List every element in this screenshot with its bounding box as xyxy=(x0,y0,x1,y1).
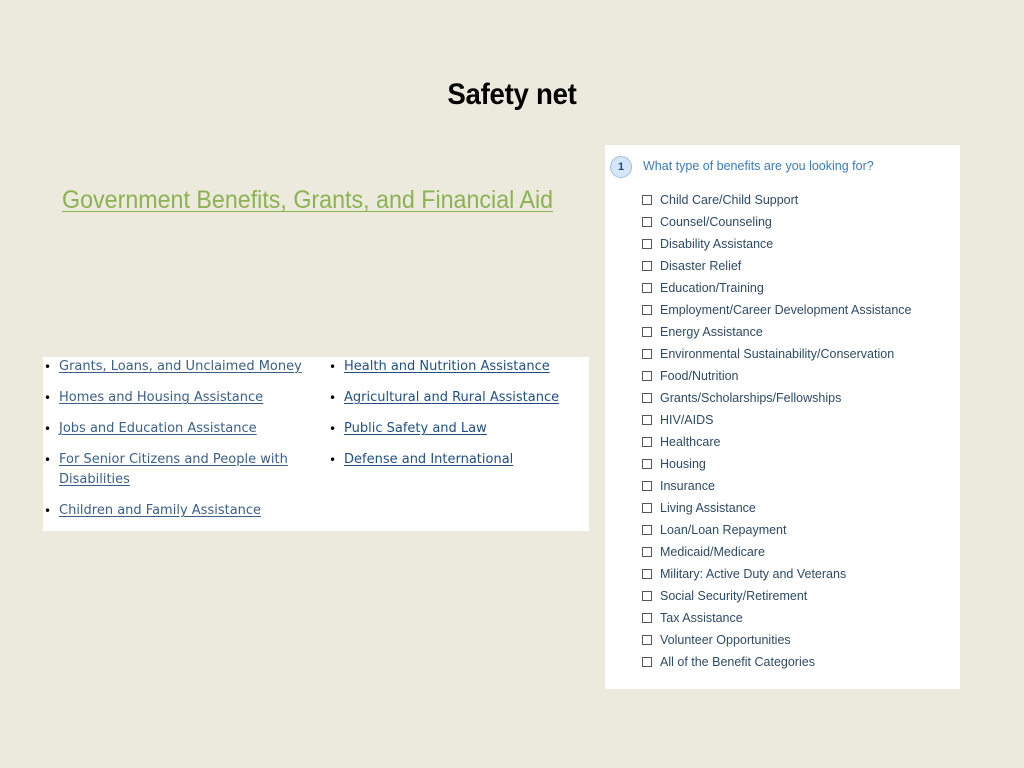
checkbox[interactable] xyxy=(642,525,652,535)
benefit-option[interactable] xyxy=(642,519,912,541)
checkbox[interactable] xyxy=(642,591,652,601)
category-link-public-safety[interactable]: Public Safety and Law xyxy=(344,421,487,436)
bullet-icon: • xyxy=(329,422,337,436)
category-link-agricultural[interactable]: Agricultural and Rural Assistance xyxy=(344,390,560,405)
benefit-option-label: Energy Assistance xyxy=(660,325,763,339)
category-link-housing[interactable]: Homes and Housing Assistance xyxy=(59,390,264,405)
categories-column-right xyxy=(328,357,588,470)
benefit-option-label: Food/Nutrition xyxy=(660,369,739,383)
bullet-icon: • xyxy=(44,453,52,467)
checkbox[interactable] xyxy=(642,415,652,425)
list-item xyxy=(43,357,323,377)
benefit-option[interactable] xyxy=(642,409,912,431)
category-link-health[interactable]: Health and Nutrition Assistance xyxy=(344,359,550,374)
bullet-icon: • xyxy=(329,453,337,467)
checkbox[interactable] xyxy=(642,569,652,579)
benefit-option-label: Military: Active Duty and Veterans xyxy=(660,567,847,581)
bullet-icon: • xyxy=(44,360,52,374)
checkbox[interactable] xyxy=(642,657,652,667)
question-label: What type of benefits are you looking for? xyxy=(643,159,874,173)
checkbox[interactable] xyxy=(642,503,652,513)
benefit-option-label: Grants/Scholarships/Fellowships xyxy=(660,391,842,405)
category-link-jobs[interactable]: Jobs and Education Assistance xyxy=(59,421,257,436)
checkbox[interactable] xyxy=(642,481,652,491)
benefit-option-label: Social Security/Retirement xyxy=(660,589,808,603)
category-link-defense[interactable]: Defense and International xyxy=(344,452,514,467)
benefit-option-label: HIV/AIDS xyxy=(660,413,714,427)
list-item xyxy=(328,450,588,470)
category-link-grants[interactable]: Grants, Loans, and Unclaimed Money xyxy=(59,359,302,374)
list-item xyxy=(328,419,588,439)
category-link-children[interactable]: Children and Family Assistance xyxy=(59,503,262,518)
bullet-icon: • xyxy=(44,422,52,436)
benefit-option-label: Counsel/Counseling xyxy=(660,215,772,229)
benefit-option[interactable] xyxy=(642,343,912,365)
benefit-options-list xyxy=(642,189,912,673)
checkbox[interactable] xyxy=(642,261,652,271)
checkbox[interactable] xyxy=(642,393,652,403)
benefit-option-label: Healthcare xyxy=(660,435,721,449)
benefit-option[interactable] xyxy=(642,475,912,497)
benefit-option-label: Insurance xyxy=(660,479,715,493)
benefit-option[interactable] xyxy=(642,299,912,321)
list-item xyxy=(43,388,323,408)
benefit-option[interactable] xyxy=(642,585,912,607)
benefit-option[interactable] xyxy=(642,541,912,563)
benefits-question-panel xyxy=(605,145,960,689)
benefit-option[interactable] xyxy=(642,365,912,387)
checkbox[interactable] xyxy=(642,239,652,249)
benefit-option[interactable] xyxy=(642,255,912,277)
government-benefits-link[interactable]: Government Benefits, Grants, and Financial Aid xyxy=(62,186,554,214)
checkbox[interactable] xyxy=(642,283,652,293)
step-number-badge: 1 xyxy=(610,156,632,178)
category-link-seniors[interactable]: For Senior Citizens and People with Disabilities xyxy=(59,452,288,487)
bullet-icon: • xyxy=(44,504,52,518)
categories-panel xyxy=(43,357,589,531)
benefit-option-label: Living Assistance xyxy=(660,501,756,515)
benefit-option[interactable] xyxy=(642,387,912,409)
benefit-option-label: Education/Training xyxy=(660,281,764,295)
benefit-option-label: Loan/Loan Repayment xyxy=(660,523,787,537)
benefit-option[interactable] xyxy=(642,321,912,343)
benefit-option[interactable] xyxy=(642,607,912,629)
benefit-option[interactable] xyxy=(642,453,912,475)
benefit-option[interactable] xyxy=(642,431,912,453)
benefit-option[interactable] xyxy=(642,277,912,299)
checkbox[interactable] xyxy=(642,349,652,359)
benefit-option-label: Disability Assistance xyxy=(660,237,774,251)
benefit-option[interactable] xyxy=(642,189,912,211)
slide-title: Safety net xyxy=(447,78,577,111)
list-item xyxy=(328,357,588,377)
checkbox[interactable] xyxy=(642,635,652,645)
list-item xyxy=(43,501,323,521)
checkbox[interactable] xyxy=(642,371,652,381)
categories-column-left xyxy=(43,357,323,521)
benefit-option-label: Disaster Relief xyxy=(660,259,742,273)
benefit-option-label: Child Care/Child Support xyxy=(660,193,799,207)
benefit-option-label: Employment/Career Development Assistance xyxy=(660,303,912,317)
bullet-icon: • xyxy=(329,391,337,405)
benefit-option[interactable] xyxy=(642,211,912,233)
benefit-option-label: All of the Benefit Categories xyxy=(660,655,815,669)
checkbox[interactable] xyxy=(642,437,652,447)
bullet-icon: • xyxy=(329,360,337,374)
list-item xyxy=(43,419,323,439)
list-item xyxy=(43,450,323,490)
bullet-icon: • xyxy=(44,391,52,405)
checkbox[interactable] xyxy=(642,327,652,337)
checkbox[interactable] xyxy=(642,217,652,227)
benefit-option[interactable] xyxy=(642,651,912,673)
checkbox[interactable] xyxy=(642,305,652,315)
benefit-option-label: Medicaid/Medicare xyxy=(660,545,765,559)
benefit-option-label: Housing xyxy=(660,457,706,471)
checkbox[interactable] xyxy=(642,613,652,623)
benefit-option[interactable] xyxy=(642,497,912,519)
benefit-option-label: Volunteer Opportunities xyxy=(660,633,791,647)
benefit-option[interactable] xyxy=(642,233,912,255)
benefit-option[interactable] xyxy=(642,629,912,651)
checkbox[interactable] xyxy=(642,547,652,557)
list-item xyxy=(328,388,588,408)
benefit-option-label: Environmental Sustainability/Conservation xyxy=(660,347,895,361)
benefit-option-label: Tax Assistance xyxy=(660,611,743,625)
checkbox[interactable] xyxy=(642,459,652,469)
checkbox[interactable] xyxy=(642,195,652,205)
benefit-option[interactable] xyxy=(642,563,912,585)
